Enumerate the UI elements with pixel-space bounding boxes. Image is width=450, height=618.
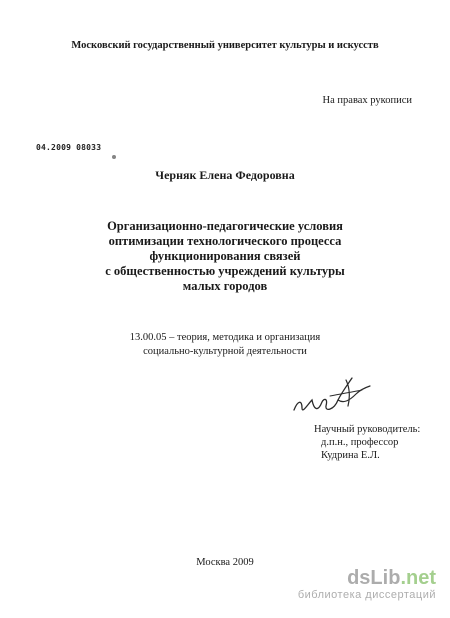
scan-speck	[112, 155, 116, 159]
watermark-logo-suffix: .net	[400, 567, 436, 589]
title-line: Организационно-педагогические условия	[107, 219, 343, 233]
dissertation-title	[0, 219, 450, 294]
specialty-line: социально-культурной деятельности	[143, 346, 307, 357]
author-name: Черняк Елена Федоровна	[155, 168, 295, 182]
title-line: функционирования связей	[149, 249, 301, 263]
dslib-watermark	[298, 568, 436, 601]
university-name: Московский государственный университет культуры и искусств	[71, 40, 379, 51]
city-year: Москва 2009	[196, 557, 254, 568]
advisor-name: Кудрина Е.Л.	[321, 450, 380, 461]
watermark-logo	[298, 568, 436, 588]
title-line: с общественностью учреждений культуры	[105, 264, 345, 278]
handwritten-signature	[290, 370, 375, 420]
watermark-tagline: библиотека диссертаций	[297, 589, 436, 601]
title-line: малых городов	[182, 279, 268, 293]
specialty-code	[0, 331, 450, 359]
scientific-advisor-block	[314, 423, 420, 462]
catalog-stamp-number: 04.2009 08033	[36, 143, 102, 152]
specialty-line: 13.00.05 – теория, методика и организация	[129, 332, 321, 343]
watermark-logo-main: dsLib	[347, 567, 401, 589]
advisor-degree: д.п.н., профессор	[321, 437, 399, 448]
title-line: оптимизации технологического процесса	[108, 234, 342, 248]
manuscript-rights-note: На правах рукописи	[322, 95, 412, 106]
advisor-heading: Научный руководитель:	[314, 424, 421, 435]
